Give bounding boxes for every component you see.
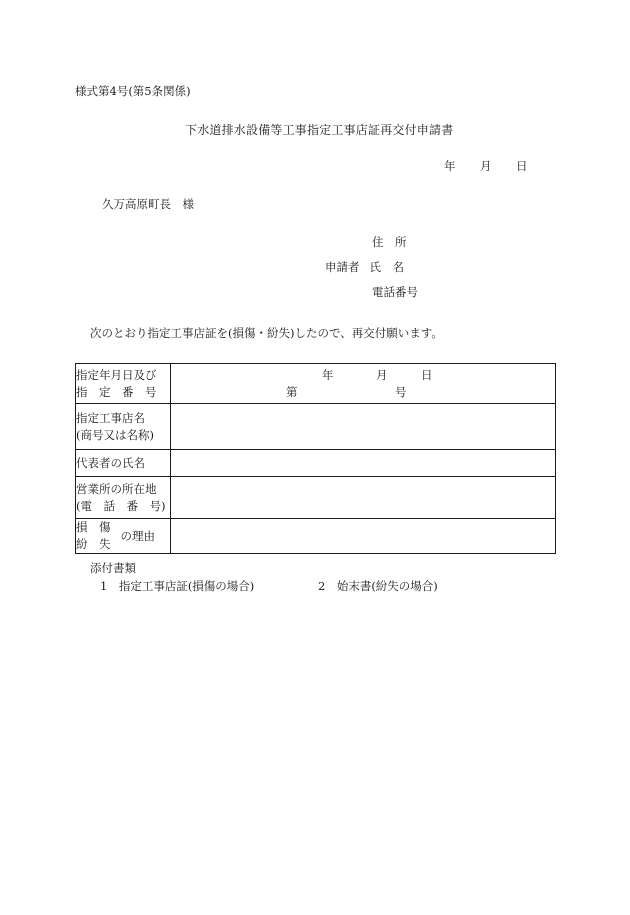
attachment-item-1: 1 指定工事店証(損傷の場合): [100, 579, 255, 593]
table-row: [76, 364, 556, 404]
date-year-label: 年: [444, 159, 456, 173]
attachments-heading: 添付書類: [90, 561, 136, 575]
trade-name-label: (商号又は名称): [76, 427, 154, 442]
addressee: 久万高原町長 様: [102, 197, 194, 211]
reason-label-cell: [76, 519, 171, 554]
body-text: 次のとおり指定工事店証を(損傷・紛失)したので、再交付願います。: [90, 326, 443, 340]
representative-value-cell[interactable]: [171, 450, 556, 477]
damage-label: 損 傷: [76, 520, 111, 534]
loss-label: 紛 失: [76, 537, 111, 551]
designation-number-suffix: 号: [395, 385, 407, 399]
table-row: [76, 519, 556, 554]
table-row: [76, 450, 556, 477]
address-label: 住 所: [372, 235, 407, 249]
date-month-label: 月: [480, 159, 492, 173]
office-location-label-cell: [76, 477, 171, 519]
reason-label: の理由: [120, 528, 155, 543]
applicant-label: 申請者: [325, 260, 360, 274]
designation-date-label: 指定年月日及び: [76, 367, 157, 382]
phone-label: 電話番号: [372, 285, 418, 299]
representative-name-label: 代表者の氏名: [76, 455, 145, 470]
designation-month-label: 月: [376, 368, 388, 382]
designation-day-label: 日: [421, 368, 433, 382]
table-row: [76, 477, 556, 519]
office-location-label: 営業所の所在地: [76, 481, 157, 496]
form-title: 下水道排水設備等工事指定工事店証再交付申請書: [185, 123, 454, 137]
name-label: 氏 名: [369, 260, 404, 274]
form-number: 様式第4号(第5条関係): [75, 84, 191, 98]
office-location-value-cell[interactable]: [171, 477, 556, 519]
contractor-name-label: 指定工事店名: [76, 410, 145, 425]
contractor-name-label-cell: [76, 404, 171, 450]
reason-value-cell[interactable]: [171, 519, 556, 554]
applicant-name-line: [325, 262, 404, 274]
contractor-name-value-cell[interactable]: [171, 404, 556, 450]
application-table: [75, 363, 556, 554]
designation-year-label: 年: [322, 368, 334, 382]
table-row: [76, 404, 556, 450]
representative-label-cell: [76, 450, 171, 477]
designation-number-label: 指 定 番 号: [76, 384, 157, 399]
designation-date-label-cell: [76, 364, 171, 404]
designation-number-prefix: 第: [286, 385, 298, 399]
phone-number-label: (電 話 番 号): [76, 498, 166, 513]
date-day-label: 日: [516, 159, 528, 173]
designation-value-cell[interactable]: [171, 364, 556, 404]
attachment-item-2: 2 始末書(紛失の場合): [318, 579, 438, 593]
